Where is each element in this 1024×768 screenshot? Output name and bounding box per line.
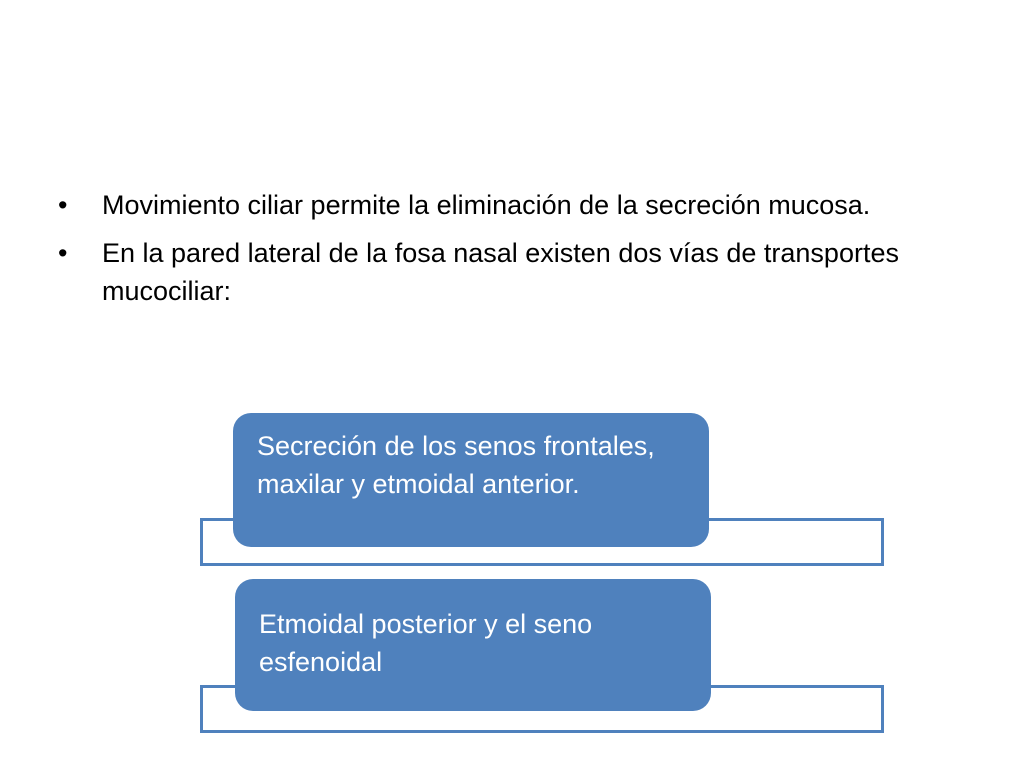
bullet-text: Movimiento ciliar permite la eliminación de la secreción mucosa. xyxy=(102,190,871,220)
diagram-box-1-text: Secreción de los senos frontales, maxilar y etmoidal anterior. xyxy=(257,431,655,499)
bullet-text: En la pared lateral de la fosa nasal existen dos vías de transportes mucociliar: xyxy=(102,238,899,306)
bullet-item xyxy=(58,234,918,310)
bullet-marker: • xyxy=(58,190,68,220)
bullet-marker: • xyxy=(58,238,68,268)
diagram-box-2-text: Etmoidal posterior y el seno esfenoidal xyxy=(259,609,593,677)
diagram-box-2 xyxy=(235,579,711,711)
bullet-list xyxy=(58,186,918,320)
diagram-box-1 xyxy=(233,413,709,547)
bullet-item xyxy=(58,186,918,224)
